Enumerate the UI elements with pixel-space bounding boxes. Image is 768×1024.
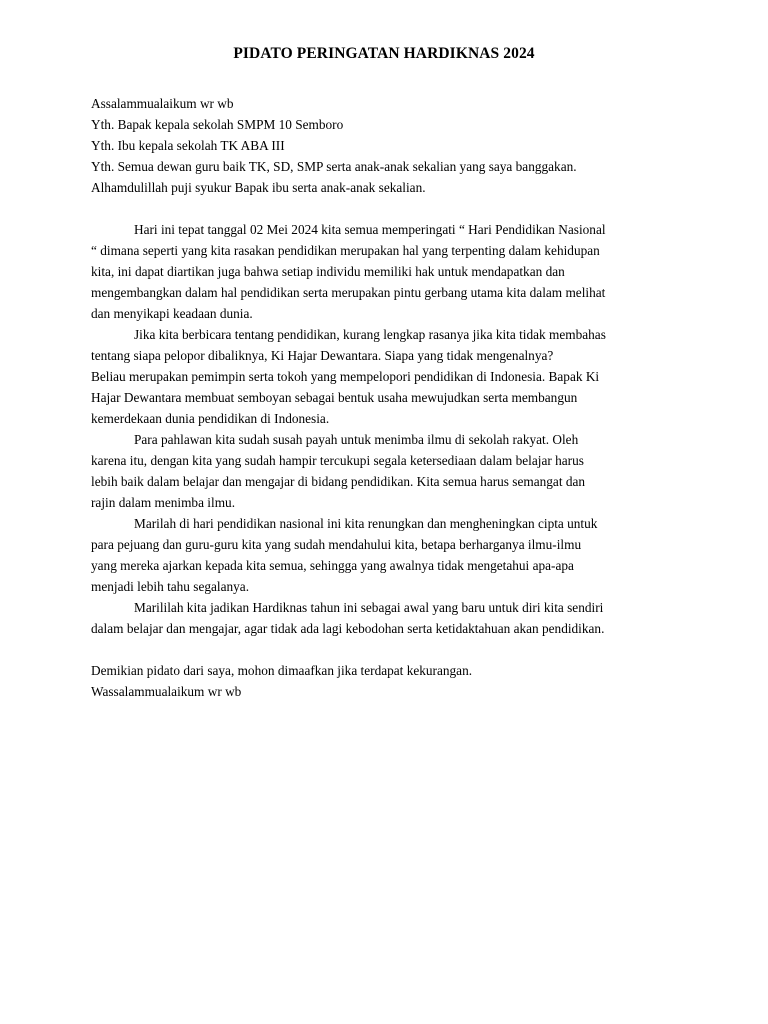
salutation-line: Yth. Semua dewan guru baik TK, SD, SMP serta anak-anak sekalian yang saya banggakan.: [91, 159, 577, 174]
document-body: [91, 93, 681, 702]
page-title: PIDATO PERINGATAN HARDIKNAS 2024: [233, 45, 535, 62]
paragraph: [91, 429, 681, 513]
paragraph-line: Marilah di hari pendidikan nasional ini kita renungkan dan mengheningkan cipta untuk: [134, 516, 598, 531]
opening-section: [91, 93, 681, 198]
paragraph-line: dan menyikapi keadaan dunia.: [91, 306, 253, 321]
salutation-line: Yth. Ibu kepala sekolah TK ABA III: [91, 138, 285, 153]
paragraph-line: karena itu, dengan kita yang sudah hampir tercukupi segala ketersediaan dalam belajar harus: [91, 453, 584, 468]
paragraph-line: mengembangkan dalam hal pendidikan serta merupakan pintu gerbang utama kita dalam melihat: [91, 285, 606, 300]
paragraph-line: Hajar Dewantara membuat semboyan sebagai bentuk usaha mewujudkan serta membangun: [91, 390, 578, 405]
paragraph: [91, 513, 681, 597]
spacer: [91, 639, 681, 660]
paragraph: [91, 219, 681, 324]
paragraph-line: Jika kita berbicara tentang pendidikan, kurang lengkap rasanya jika kita tidak membahas: [134, 327, 606, 342]
paragraph-line: kita, ini dapat diartikan juga bahwa setiap individu memiliki hak untuk mendapatkan dan: [91, 264, 565, 279]
paragraph-line: dalam belajar dan mengajar, agar tidak ada lagi kebodohan serta ketidaktahuan akan pendidikan.: [91, 621, 605, 636]
paragraph-line: tentang siapa pelopor dibaliknya, Ki Hajar Dewantara. Siapa yang tidak mengenalnya?: [91, 348, 554, 363]
paragraph-line: “ dimana seperti yang kita rasakan pendidikan merupakan hal yang terpenting dalam kehidupan: [91, 243, 600, 258]
closing-line: Demikian pidato dari saya, mohon dimaafkan jika terdapat kekurangan.: [91, 663, 473, 678]
paragraph-line: menjadi lebih tahu segalanya.: [91, 579, 250, 594]
paragraph-line: Beliau merupakan pemimpin serta tokoh yang mempelopori pendidikan di Indonesia. Bapak Ki: [91, 369, 600, 384]
paragraph-line: lebih baik dalam belajar dan mengajar di bidang pendidikan. Kita semua harus semangat dan: [91, 474, 586, 489]
paragraph-line: para pejuang dan guru-guru kita yang sudah mendahului kita, betapa berharganya ilmu-ilmu: [91, 537, 582, 552]
paragraph-line: Hari ini tepat tanggal 02 Mei 2024 kita semua memperingati “ Hari Pendidikan Nasional: [134, 222, 606, 237]
gratitude-line: Alhamdulillah puji syukur Bapak ibu serta anak-anak sekalian.: [91, 180, 426, 195]
paragraph: [91, 597, 681, 639]
paragraph-line: Marililah kita jadikan Hardiknas tahun ini sebagai awal yang baru untuk diri kita sendiri: [134, 600, 604, 615]
paragraph-line: kemerdekaan dunia pendidikan di Indonesia.: [91, 411, 330, 426]
closing-section: [91, 660, 681, 702]
greeting-line: Assalammualaikum wr wb: [91, 96, 234, 111]
salutation-line: Yth. Bapak kepala sekolah SMPM 10 Semboro: [91, 117, 344, 132]
paragraph-line: yang mereka ajarkan kepada kita semua, sehingga yang awalnya tidak mengetahui apa-apa: [91, 558, 574, 573]
spacer: [91, 198, 681, 219]
farewell-line: Wassalammualaikum wr wb: [91, 684, 242, 699]
paragraph-line: Para pahlawan kita sudah susah payah untuk menimba ilmu di sekolah rakyat. Oleh: [134, 432, 579, 447]
paragraph: [91, 324, 681, 429]
paragraph-line: rajin dalam menimba ilmu.: [91, 495, 236, 510]
